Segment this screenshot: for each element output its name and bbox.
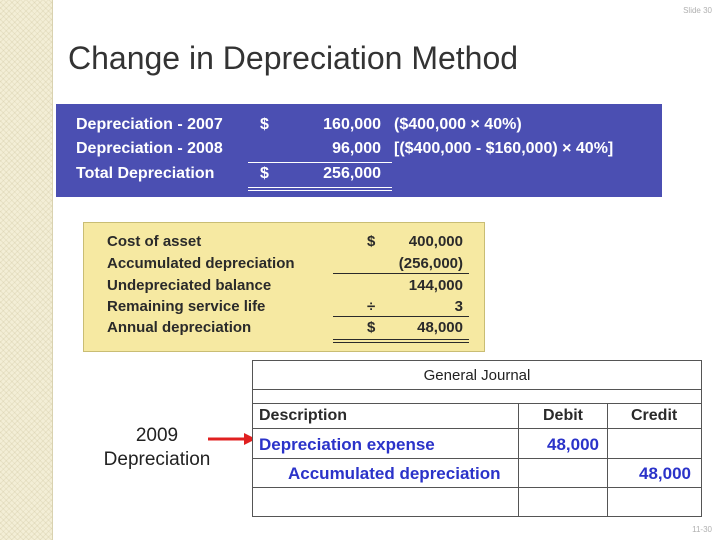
slide-label: Slide 30 — [683, 6, 712, 15]
row-label: Cost of asset — [107, 233, 202, 250]
column-divider — [607, 403, 608, 517]
row-amount: 3 — [454, 298, 463, 315]
page-number: 11-30 — [692, 525, 712, 534]
row-label: Undepreciated balance — [107, 277, 272, 294]
row-amount: (256,000) — [398, 255, 463, 272]
dollar-sign: $ — [260, 165, 269, 182]
decorative-side-strip — [0, 0, 53, 540]
row-amount: 96,000 — [332, 140, 381, 157]
row-note: ($400,000 × 40%) — [394, 116, 522, 133]
entry-debit-account: Depreciation expense — [259, 435, 435, 454]
side-label-year: 2009 — [135, 425, 179, 446]
column-divider — [518, 403, 519, 517]
row-label: Depreciation - 2007 — [76, 116, 223, 133]
side-label-text: Depreciation — [103, 449, 211, 470]
header-credit: Credit — [631, 407, 678, 424]
row-label: Accumulated depreciation — [107, 255, 295, 272]
annual-depreciation-computation — [83, 222, 485, 352]
row-symbol: ÷ — [367, 298, 376, 315]
right-arrow-icon — [208, 432, 258, 446]
row-amount: 160,000 — [323, 116, 381, 133]
row-label: Remaining service life — [107, 298, 266, 315]
slide-title: Change in Depreciation Method — [68, 40, 519, 76]
subtotal-rule — [333, 316, 469, 317]
row-divider — [253, 458, 701, 459]
total-double-rule — [248, 187, 392, 191]
general-journal-table — [252, 360, 702, 517]
header-debit: Debit — [543, 407, 583, 424]
entry-credit-amount: 48,000 — [639, 464, 691, 483]
journal-spacer-row — [253, 389, 701, 404]
row-symbol: $ — [367, 319, 376, 336]
dollar-sign: $ — [260, 116, 269, 133]
row-amount: 256,000 — [323, 165, 381, 182]
row-amount: 144,000 — [408, 277, 463, 294]
entry-credit-account: Accumulated depreciation — [288, 464, 501, 483]
entry-debit-amount: 48,000 — [547, 435, 599, 454]
row-divider — [253, 428, 701, 429]
row-label: Total Depreciation — [76, 165, 215, 182]
row-label: Depreciation - 2008 — [76, 140, 223, 157]
subtotal-rule — [248, 162, 392, 163]
row-divider — [253, 487, 701, 488]
row-label: Annual depreciation — [107, 319, 252, 336]
row-symbol: $ — [367, 233, 376, 250]
row-amount: 400,000 — [408, 233, 463, 250]
row-amount: 48,000 — [417, 319, 463, 336]
header-description: Description — [259, 407, 348, 424]
total-double-rule — [333, 339, 469, 343]
journal-title: General Journal — [253, 361, 701, 390]
depreciation-summary-table — [56, 104, 662, 197]
row-note: [($400,000 - $160,000) × 40%] — [394, 140, 614, 157]
year-depreciation-label — [90, 424, 224, 472]
subtotal-rule — [333, 273, 469, 274]
